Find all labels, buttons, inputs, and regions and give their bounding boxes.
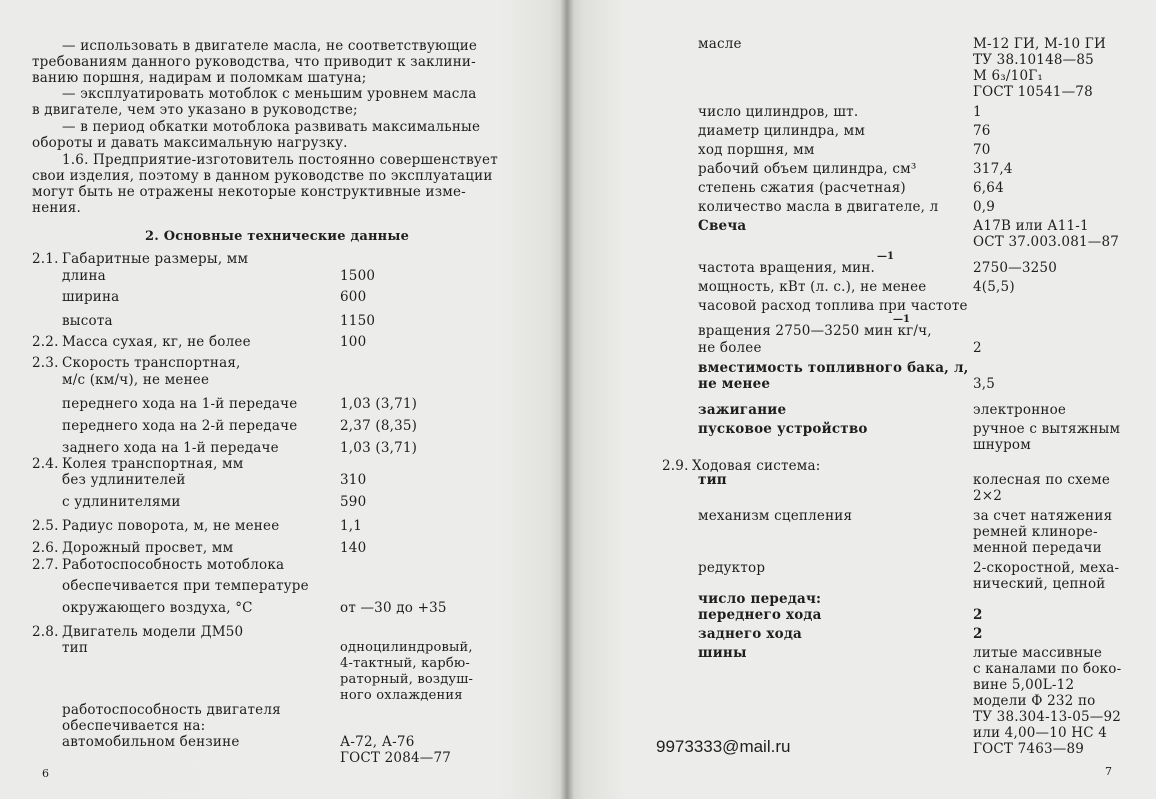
spec-value: раторный, воздуш- <box>340 672 474 687</box>
spec-value: шнуром <box>973 437 1031 453</box>
spec-value: ТУ 38.304-13-05—92 <box>973 709 1122 725</box>
spec-value: 140 <box>340 540 367 556</box>
spec-label: переднего хода на 2-й передаче <box>62 418 298 434</box>
spec-label: механизм сцепления <box>698 508 853 524</box>
intro-line: обороты и давать максимальную нагрузку. <box>32 135 348 151</box>
spec-value: 1500 <box>340 268 376 284</box>
spec-label: Радиус поворота, м, не менее <box>62 518 280 534</box>
spec-label: зажигание <box>698 402 787 418</box>
spec-value: ОСТ 37.003.081—87 <box>973 234 1120 250</box>
spec-label: шины <box>698 645 747 661</box>
spec-label: Колея транспортная, мм <box>62 456 244 472</box>
spec-value: менной передачи <box>973 540 1102 556</box>
spec-label: частота вращения, мин. <box>698 260 876 276</box>
intro-line: в двигателе, чем это указано в руководстве; <box>32 102 358 118</box>
spec-value: 590 <box>340 494 367 510</box>
spec-label: мощность, кВт (л. с.), не менее <box>698 279 927 295</box>
spec-label: не менее <box>698 376 771 392</box>
spec-value: 2×2 <box>973 488 1003 504</box>
superscript: —1 <box>893 314 910 325</box>
spec-value: ГОСТ 7463—89 <box>973 741 1085 757</box>
spec-value: 0,9 <box>973 199 996 215</box>
spec-value: 1,1 <box>340 518 363 534</box>
spec-value: 4(5,5) <box>973 279 1015 295</box>
spec-label: степень сжатия (расчетная) <box>698 180 906 196</box>
spec-label: без удлинителей <box>62 472 186 488</box>
superscript: —1 <box>877 251 894 262</box>
spec-value: 1150 <box>340 313 376 329</box>
spec-label: редуктор <box>698 560 766 576</box>
spec-value: модели Ф 232 по <box>973 693 1096 709</box>
spec-number: 2.9. <box>662 458 689 474</box>
intro-line: требованиям данного руководства, что приводит к заклини- <box>32 54 476 70</box>
spec-label: тип <box>698 472 727 488</box>
intro-line: ванию поршня, надирам и поломкам шатуна; <box>32 70 367 86</box>
spec-label: ход поршня, мм <box>698 142 815 158</box>
section-title: 2. Основные технические данные <box>145 229 410 244</box>
spec-value: ного охлаждения <box>340 688 463 703</box>
spec-value: ручное с вытяжным <box>973 421 1121 437</box>
spec-label: вращения 2750—3250 мин кг/ч, <box>698 323 932 339</box>
spec-value: 2 <box>973 607 983 623</box>
spec-label: Свеча <box>698 218 747 234</box>
book-spine <box>560 0 574 799</box>
spec-value: ГОСТ 2084—77 <box>340 750 452 766</box>
spec-value: 600 <box>340 289 367 305</box>
spec-label: вместимость топливного бака, л, <box>698 360 969 376</box>
spec-value: 1,03 (3,71) <box>340 440 418 456</box>
spec-label: число передач: <box>698 591 822 607</box>
intro-line: свои изделия, поэтому в данном руководстве по эксплуатации <box>32 168 493 184</box>
spec-number: 2.5. <box>32 518 59 534</box>
page-number: 7 <box>1105 765 1113 778</box>
spec-number: 2.6. <box>32 540 59 556</box>
spec-value: за счет натяжения <box>973 508 1113 524</box>
spec-value: М 6₃/10Г₁ <box>973 68 1043 84</box>
spec-value: ТУ 38.10148—85 <box>973 52 1094 68</box>
spec-label: с удлинителями <box>62 494 181 510</box>
spec-label: не более <box>698 340 762 356</box>
spec-value: 1,03 (3,71) <box>340 396 418 412</box>
spec-value: 4-тактный, карбю- <box>340 656 470 671</box>
spec-value: 70 <box>973 142 991 158</box>
spec-label: обеспечивается на: <box>62 718 206 734</box>
spec-label: переднего хода <box>698 607 822 623</box>
spec-number: 2.3. <box>32 355 59 371</box>
spec-label: пусковое устройство <box>698 421 868 437</box>
intro-line: — в период обкатки мотоблока развивать максимальные <box>62 119 481 135</box>
spec-number: 2.1. <box>32 251 59 267</box>
spec-label: Двигатель модели ДМ50 <box>62 624 244 640</box>
spec-label: Ходовая система: <box>692 458 821 474</box>
spec-number: 2.8. <box>32 624 59 640</box>
spec-value: А17В или А11-1 <box>973 218 1089 234</box>
spec-value: 2750—3250 <box>973 260 1058 276</box>
spec-value: ремней клиноре- <box>973 524 1098 540</box>
spec-value: литые массивные <box>973 645 1103 661</box>
spec-label: окружающего воздуха, °С <box>62 600 253 616</box>
spec-number: 2.7. <box>32 557 59 573</box>
page-number: 6 <box>42 767 50 780</box>
intro-line: нения. <box>32 200 81 216</box>
spec-label: м/с (км/ч), не менее <box>62 372 210 388</box>
spec-value: 2,37 (8,35) <box>340 418 418 434</box>
spec-value: от —30 до +35 <box>340 600 447 616</box>
spec-value: с каналами по боко- <box>973 661 1122 677</box>
spec-value: 2-скоростной, меха- <box>973 560 1120 576</box>
intro-line: 1.6. Предприятие-изготовитель постоянно совершенствует <box>62 152 498 168</box>
intro-line: — эксплуатировать мотоблок с меньшим уровнем масла <box>62 86 477 102</box>
spec-value: вине 5,00L-12 <box>973 677 1075 693</box>
contact-email: 9973333@mail.ru <box>656 737 791 756</box>
spec-label: Скорость транспортная, <box>62 355 241 371</box>
spec-value: 6,64 <box>973 180 1004 196</box>
spec-label: число цилиндров, шт. <box>698 104 859 120</box>
spec-value: 76 <box>973 123 991 139</box>
spec-label: заднего хода <box>698 626 803 642</box>
spec-label: автомобильном бензине <box>62 734 240 750</box>
spec-label: масле <box>698 36 742 52</box>
spec-value: М-12 ГИ, М-10 ГИ <box>973 36 1106 52</box>
spec-label: рабочий объем цилиндра, см³ <box>698 161 917 177</box>
spec-value: ГОСТ 10541—78 <box>973 84 1093 100</box>
spec-label: Габаритные размеры, мм <box>62 251 249 267</box>
spec-value: нический, цепной <box>973 576 1106 592</box>
spec-number: 2.4. <box>32 456 59 472</box>
spec-value: А-72, А-76 <box>340 734 415 750</box>
spec-value: 2 <box>973 626 983 642</box>
intro-line: могут быть не отражены некоторые конструктивные изме- <box>32 184 466 200</box>
spec-label: работоспособность двигателя <box>62 702 281 718</box>
spec-label: обеспечивается при температуре <box>62 578 309 594</box>
spec-label: длина <box>62 268 106 284</box>
spec-label: Работоспособность мотоблока <box>62 557 285 573</box>
spec-label: диаметр цилиндра, мм <box>698 123 866 139</box>
spec-value: одноцилиндровый, <box>340 640 473 655</box>
spec-value: электронное <box>973 402 1067 418</box>
spec-label: количество масла в двигателе, л <box>698 199 939 215</box>
spec-value: или 4,00—10 НС 4 <box>973 725 1108 741</box>
spec-value: 100 <box>340 334 367 350</box>
spec-value: 310 <box>340 472 367 488</box>
spec-label: часовой расход топлива при частоте <box>698 298 968 314</box>
intro-line: — использовать в двигателе масла, не соответствующие <box>62 38 478 54</box>
spec-value: колесная по схеме <box>973 472 1111 488</box>
spec-label: заднего хода на 1-й передаче <box>62 440 279 456</box>
spec-label: Масса сухая, кг, не более <box>62 334 251 350</box>
spec-value: 1 <box>973 104 982 120</box>
spec-label: тип <box>62 640 89 656</box>
spec-label: Дорожный просвет, мм <box>62 540 234 556</box>
spec-value: 317,4 <box>973 161 1013 177</box>
spec-label: переднего хода на 1-й передаче <box>62 396 298 412</box>
spec-label: высота <box>62 313 113 329</box>
spec-label: ширина <box>62 289 120 305</box>
spec-number: 2.2. <box>32 334 59 350</box>
spec-value: 2 <box>973 340 982 356</box>
spec-value: 3,5 <box>973 376 996 392</box>
